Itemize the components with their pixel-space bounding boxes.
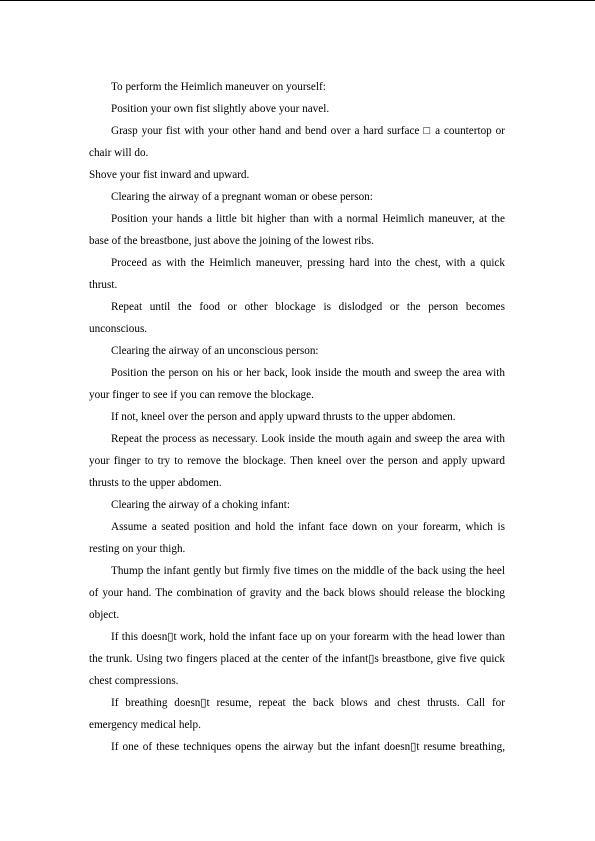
paragraph: Position the person on his or her back, look inside the mouth and sweep the area with your finger to see if you can remove the blockage. (89, 367, 505, 401)
paragraph: Clearing the airway of an unconscious person: (111, 345, 319, 357)
paragraph: Repeat until the food or other blockage is dislodged or the person becomes unconscious. (89, 301, 505, 335)
paragraph: Assume a seated position and hold the infant face down on your forearm, which is resting on your thigh. (89, 521, 505, 555)
paragraph: Position your hands a little bit higher than with a normal Heimlich maneuver, at the base of the breastbone, just above the joining of the lowest ribs. (89, 213, 505, 247)
paragraph: Thump the infant gently but firmly five times on the middle of the back using the heel of your hand. The combination of gravity and the back blows should release the blocking object. (89, 565, 505, 621)
paragraph: If this doesn▯t work, hold the infant face up on your forearm with the head lower than the trunk. Using two fingers placed at the center of the infant▯s breastbone, give five quick chest compressions. (89, 631, 505, 687)
paragraph: If not, kneel over the person and apply upward thrusts to the upper abdomen. (111, 411, 456, 423)
paragraph: Position your own fist slightly above your navel. (111, 103, 330, 115)
paragraph: If one of these techniques opens the airway but the infant doesn▯t resume breathing, (111, 741, 505, 753)
paragraph: Proceed as with the Heimlich maneuver, pressing hard into the chest, with a quick thrust. (89, 257, 505, 291)
paragraph: Repeat the process as necessary. Look inside the mouth again and sweep the area with your finger to try to remove the blockage. Then kneel over the person and apply upward thrusts to the upper abdomen. (89, 433, 505, 489)
paragraph: Grasp your fist with your other hand and bend over a hard surface □ a countertop or chair will do. (89, 125, 505, 159)
paragraph: Clearing the airway of a pregnant woman or obese person: (111, 191, 373, 203)
document-body (89, 76, 505, 758)
paragraph: Clearing the airway of a choking infant: (111, 499, 290, 511)
paragraph: Shove your fist inward and upward. (89, 169, 250, 181)
page-top-border (0, 0, 595, 1)
paragraph: If breathing doesn▯t resume, repeat the back blows and chest thrusts. Call for emergency medical help. (89, 697, 505, 731)
paragraph: To perform the Heimlich maneuver on yourself: (111, 81, 326, 93)
